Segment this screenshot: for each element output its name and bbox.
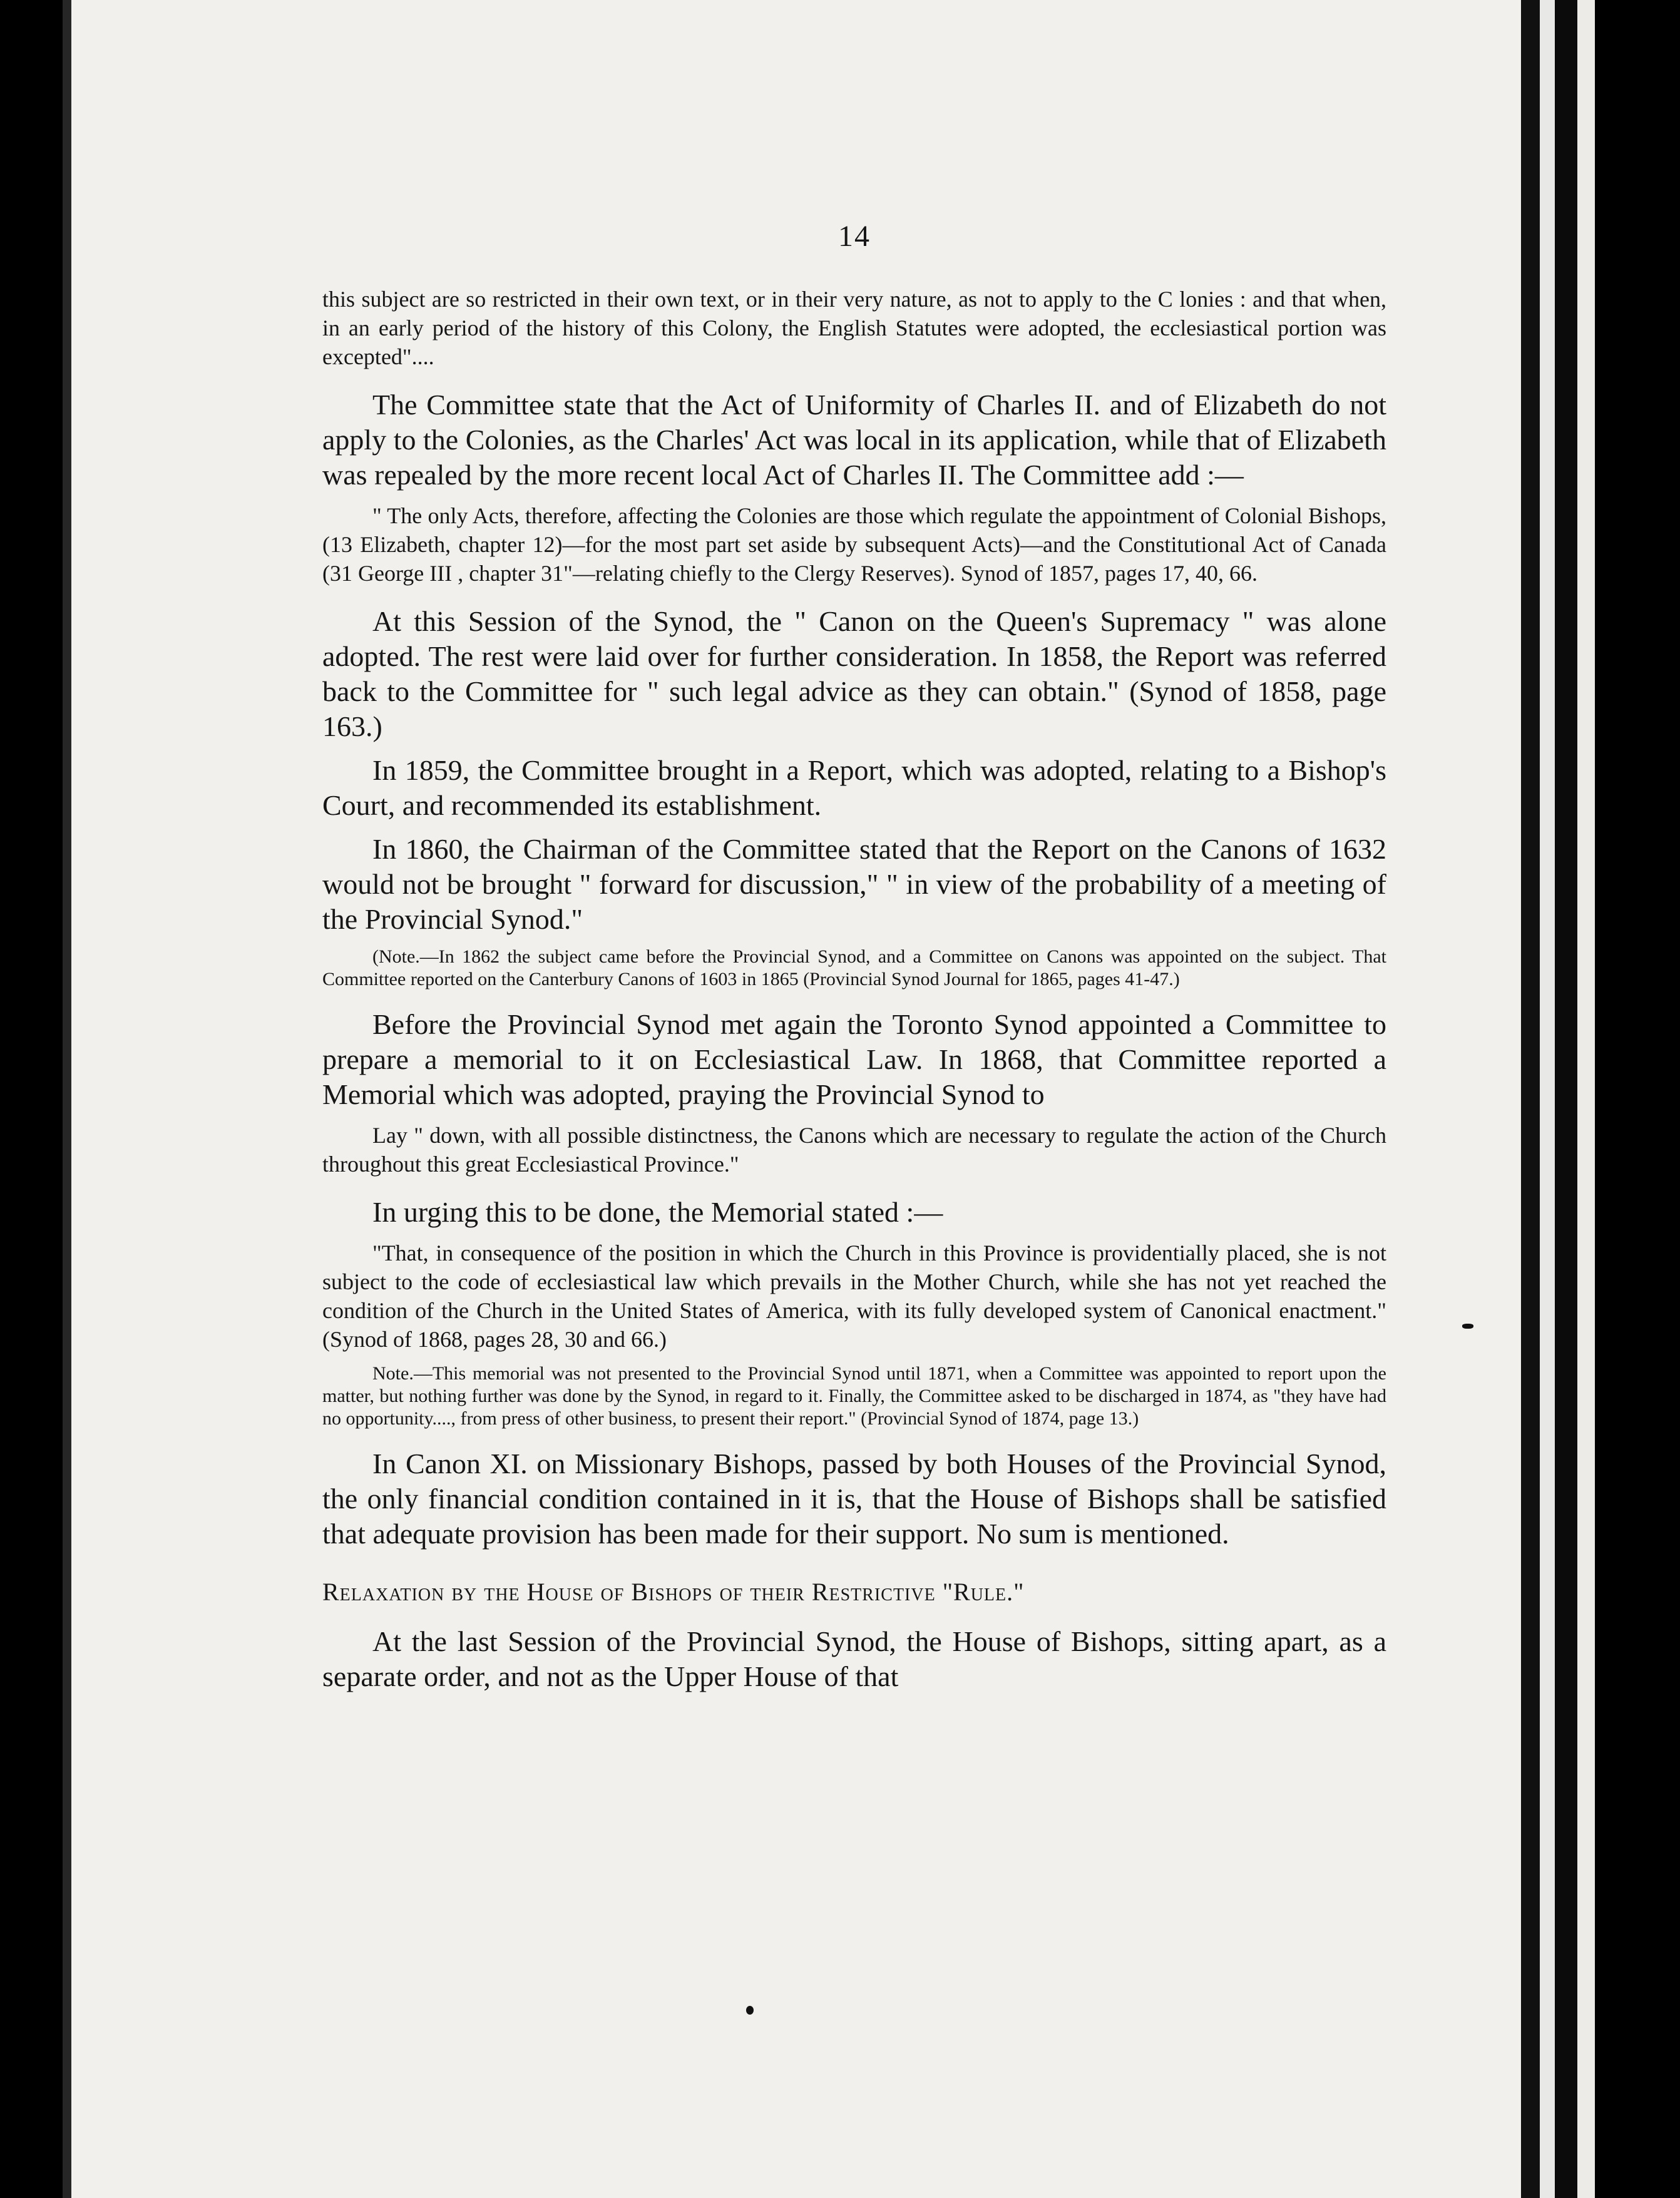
body-paragraph: At this Session of the Synod, the " Canon on the Queen's Supremacy " was alone adopted. The rest were laid over for further consideration. In 1858, the Report was referred back to the Committee for " such legal advice as they can obtain." (Synod of 1858, page 163.) <box>322 605 1386 742</box>
section-heading: Relaxation by the House of Bishops of their Restrictive "Rule." <box>322 1578 1025 1606</box>
ink-speck <box>1462 1324 1473 1329</box>
body-paragraph: At the last Session of the Provincial Synod, the House of Bishops, sitting apart, as a separate order, and not as the Upper House of that <box>322 1625 1386 1692</box>
body-paragraph: In urging this to be done, the Memorial stated :— <box>372 1196 943 1228</box>
footnote: (Note.—In 1862 the subject came before the Provincial Synod, and a Committee on Canons was appointed on the subject. That Committee reported on the Canterbury Canons of 1603 in 1865 (Provincial Synod Journal for 1865, pages 41-47.) <box>322 946 1386 989</box>
block-quote: " The only Acts, therefore, affecting the Colonies are those which regulate the appointment of Colonial Bishops, (13 Elizabeth, chapter 12)—for the most part set aside by subsequent Acts)—and the Constitutional Act of Canada (31 George III , chapter 31"—relating chiefly to the Clergy Reserves). Synod of 1857, pages 17, 40, 66. <box>322 503 1386 586</box>
body-paragraph: In Canon XI. on Missionary Bishops, passed by both Houses of the Provincial Synod, the only financial condition contained in it is, that the House of Bishops shall be satisfied that adequate provision has been made for their support. No sum is mentioned. <box>322 1448 1386 1550</box>
block-quote: "That, in consequence of the position in which the Church in this Province is providentially placed, she is not subject to the code of ecclesiastical law which prevails in the Mother Church, while she has not yet reached the condition of the Church in the United States of America, with its fully developed system of Canonical enactment." (Synod of 1868, pages 28, 30 and 66.) <box>322 1240 1386 1352</box>
body-paragraph: Before the Provincial Synod met again the Toronto Synod appointed a Committee to prepare a memorial to it on Ecclesiastical Law. In 1868, that Committee reported a Memorial which was adopted, praying the Provincial Synod to <box>322 1008 1386 1110</box>
next-page-edge <box>1577 0 1595 2198</box>
page-number: 14 <box>838 220 871 253</box>
footnote: Note.—This memorial was not presented to the Provincial Synod until 1871, when a Committee was appointed to report upon the matter, but nothing further was done by the Synod, in regard to it. Finally, the Committee asked to be discharged in 1874, as "they have had no opportunity...., from press of other business, to present their report." (Provincial Synod of 1874, page 13.) <box>322 1363 1386 1429</box>
page-edge-strip <box>1540 0 1555 2198</box>
body-paragraph: In 1860, the Chairman of the Committee stated that the Report on the Canons of 1632 would not be brought " forward for discussion," " in view of the probability of a meeting of the Provincial Synod." <box>322 833 1386 935</box>
block-quote: Lay " down, with all possible distinctness, the Canons which are necessary to regulate the action of the Church throughout this great Ecclesiastical Province." <box>322 1123 1386 1177</box>
binding-shadow <box>1521 0 1540 2198</box>
continued-quote: this subject are so restricted in their own text, or in their very nature, as not to apply to the C lonies : and that when, in an early period of the history of this Colony, the English Statutes were adopted, the ecclesiastical portion was excepted".... <box>322 287 1386 369</box>
page-gutter <box>1555 0 1577 2198</box>
page-content <box>322 219 1386 1694</box>
body-paragraph: The Committee state that the Act of Uniformity of Charles II. and of Elizabeth do not apply to the Colonies, as the Charles' Act was local in its application, while that of Elizabeth was repealed by the more recent local Act of Charles II. The Committee add :— <box>322 389 1386 491</box>
body-paragraph: In 1859, the Committee brought in a Report, which was adopted, relating to a Bishop's Court, and recommended its establishment. <box>322 754 1386 821</box>
scan-border <box>1595 0 1680 2198</box>
ink-speck <box>746 2006 754 2015</box>
